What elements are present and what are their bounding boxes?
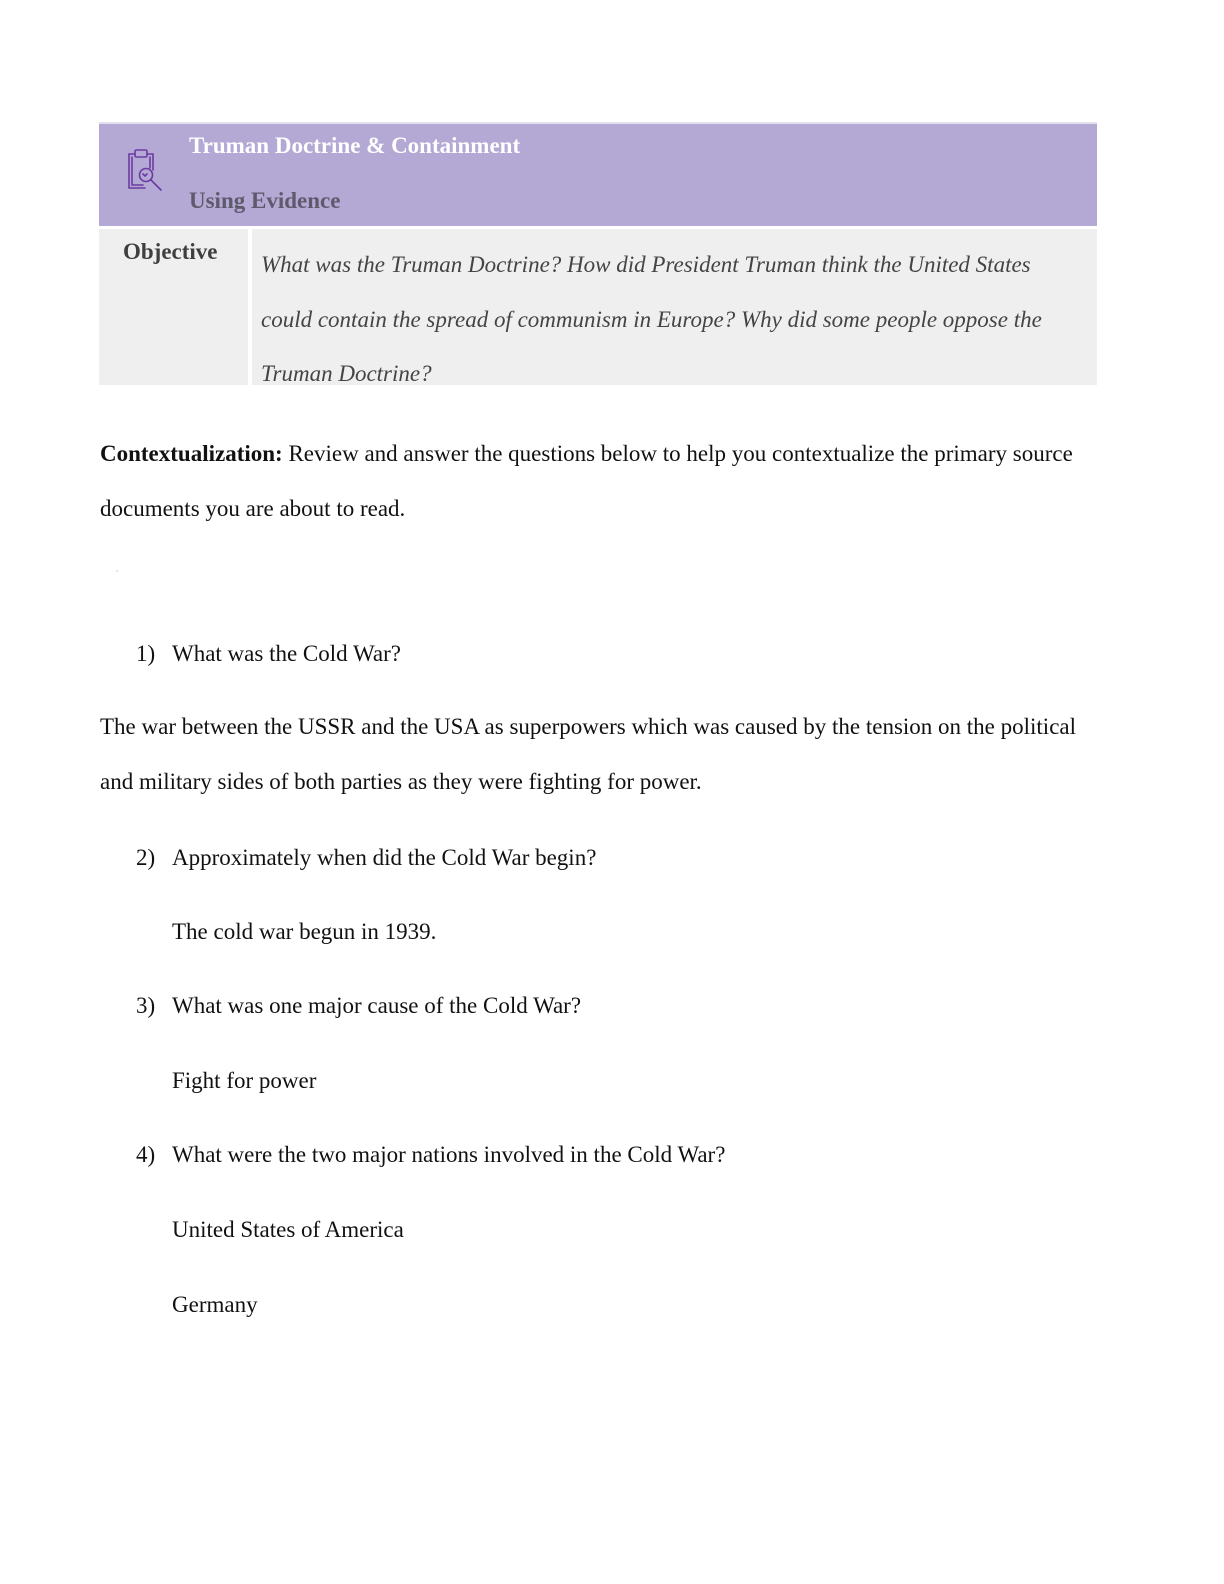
question-item [136,639,401,669]
question-text: What was the Cold War? [172,641,401,666]
header-band [99,124,1097,226]
decorative-speck [116,570,118,572]
answer-3: Fight for power [172,1068,317,1093]
objective-label-cell [99,229,248,385]
question-text: What were the two major nations involved in the Cold War? [172,1142,726,1167]
header-table [99,122,1097,385]
answer-4-first: United States of America [172,1217,404,1242]
question-item [136,843,596,873]
objective-text-cell [252,229,1097,385]
question-number: 4) [136,1142,156,1167]
question-item [136,991,581,1021]
question-number: 2) [136,845,156,870]
objective-label: Objective [123,239,218,264]
answer-2: The cold war begun in 1939. [172,919,437,944]
contextualization-paragraph [100,427,1112,536]
question-text: What was one major cause of the Cold War? [172,993,582,1018]
contextualization-text: Review and answer the questions below to help you contextualize the primary source documents you are about to read. [100,441,1073,521]
question-number: 3) [136,993,156,1018]
question-item [136,1140,725,1170]
answer-1: The war between the USSR and the USA as superpowers which was caused by the tension on the political and military sides of both parties as they were fighting for power. [100,714,1077,794]
question-number: 1) [136,641,156,666]
document-title: Truman Doctrine & Containment [189,133,521,158]
contextualization-label: Contextualization: [100,441,283,466]
objective-text: What was the Truman Doctrine? How did President Truman think the United States could contain the spread of communism in Europe? Why did some people oppose the Truman Doctrine? [261,252,1042,386]
objective-row [99,229,1097,385]
clipboard-magnifier-icon [119,146,167,194]
question-text: Approximately when did the Cold War begin? [172,845,597,870]
document-subtitle: Using Evidence [189,188,341,213]
answer-4-second: Germany [172,1292,258,1317]
